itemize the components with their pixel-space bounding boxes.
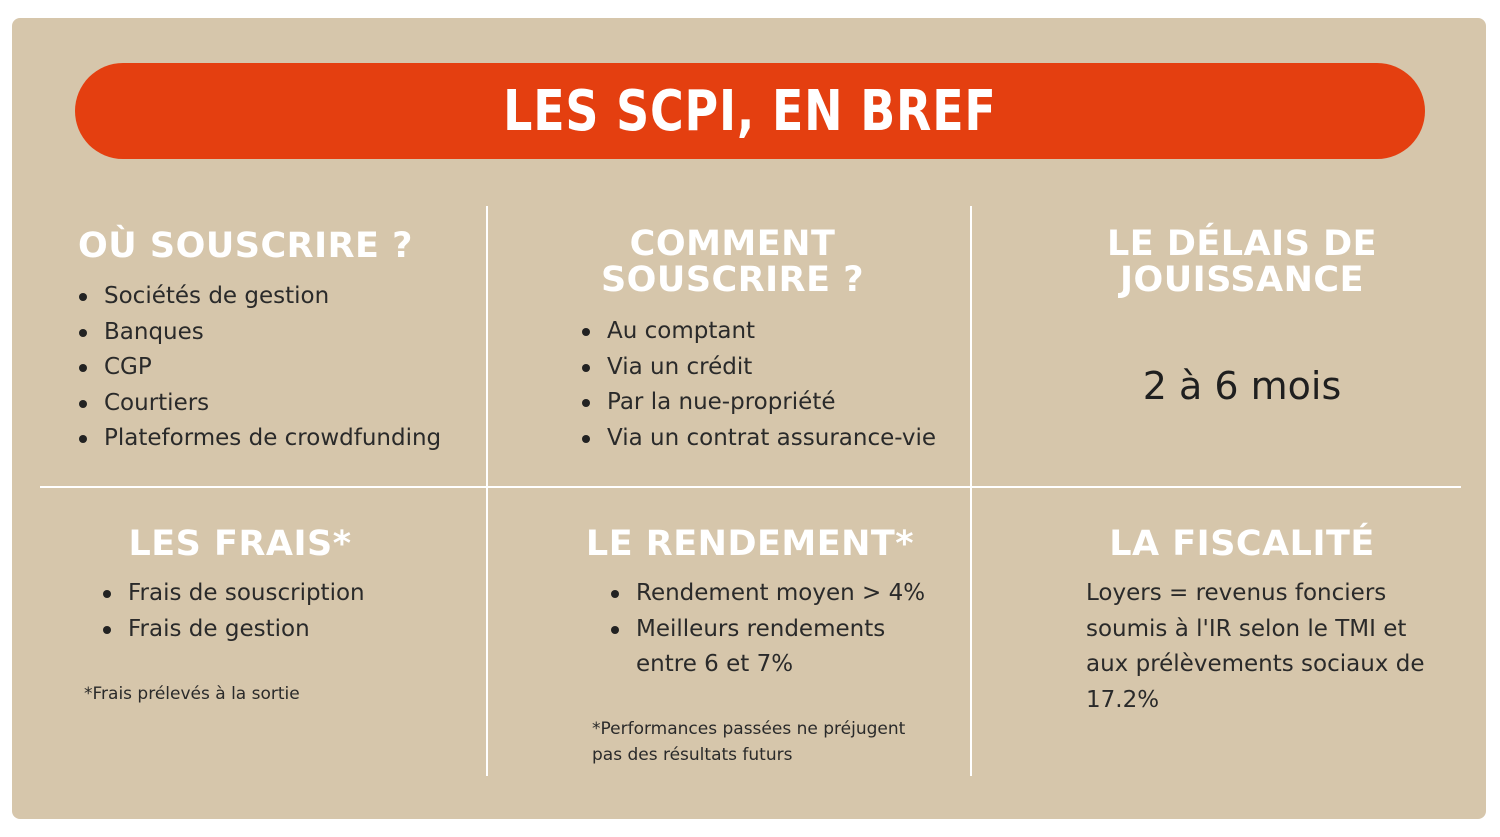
fiscalite-text: Loyers = revenus fonciers soumis à l'IR selon le TMI et aux prélèvements sociaux de 17.2% bbox=[1086, 580, 1425, 713]
delais-value: 2 à 6 mois bbox=[1142, 364, 1342, 408]
list-item: Plateformes de crowdfunding bbox=[76, 421, 476, 457]
footnote-line: pas des résultats futurs bbox=[592, 745, 793, 765]
list-item: Frais de souscription bbox=[100, 576, 470, 612]
list-frais bbox=[100, 576, 470, 647]
divider-vertical-left bbox=[486, 206, 488, 776]
list-rendement bbox=[608, 576, 958, 683]
divider-horizontal bbox=[40, 486, 1461, 488]
section-title-ou-souscrire: OÙ SOUSCRIRE ? bbox=[78, 226, 413, 266]
list-comment-souscrire bbox=[579, 314, 969, 456]
list-item: Par la nue-propriété bbox=[579, 385, 969, 421]
list-ou-souscrire bbox=[76, 279, 476, 457]
section-title-line: LE DÉLAIS DE bbox=[1106, 224, 1378, 264]
list-item: CGP bbox=[76, 350, 476, 386]
section-title-line: SOUSCRIRE ? bbox=[600, 260, 865, 300]
list-item: Rendement moyen > 4% bbox=[608, 576, 958, 612]
section-title-comment-souscrire bbox=[560, 226, 905, 298]
section-title-fiscalite: LA FISCALITÉ bbox=[1109, 524, 1375, 564]
frais-footnote: *Frais prélevés à la sortie bbox=[84, 684, 300, 704]
section-title-line: JOUISSANCE bbox=[1119, 260, 1365, 300]
section-title-rendement: LE RENDEMENT* bbox=[585, 524, 915, 564]
section-title-line: COMMENT bbox=[629, 224, 836, 264]
list-item: Sociétés de gestion bbox=[76, 279, 476, 315]
section-title-frais: LES FRAIS* bbox=[128, 524, 352, 564]
list-item: Frais de gestion bbox=[100, 612, 470, 648]
list-item: Courtiers bbox=[76, 386, 476, 422]
divider-vertical-right bbox=[970, 206, 972, 776]
list-item: Au comptant bbox=[579, 314, 969, 350]
rendement-footnote bbox=[592, 716, 952, 768]
section-title-delais bbox=[1042, 226, 1442, 298]
title-banner bbox=[75, 63, 1425, 159]
list-item: Meilleurs rendements entre 6 et 7% bbox=[608, 612, 926, 683]
list-item: Via un crédit bbox=[579, 350, 969, 386]
page-title: LES SCPI, EN BREF bbox=[503, 78, 997, 144]
footnote-line: *Performances passées ne préjugent bbox=[592, 719, 906, 739]
list-item: Via un contrat assurance-vie bbox=[579, 421, 969, 457]
list-item: Banques bbox=[76, 315, 476, 351]
